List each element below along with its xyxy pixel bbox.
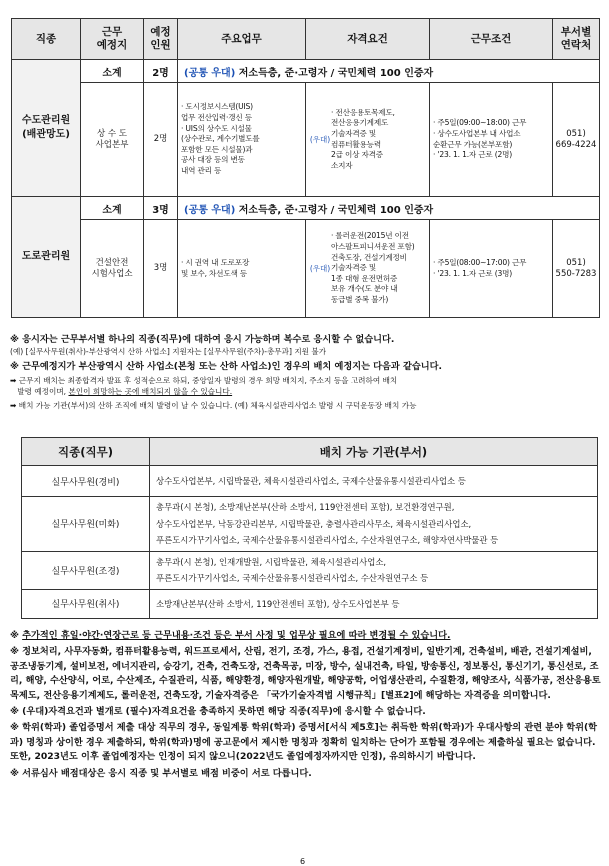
qualifications: [306, 83, 430, 197]
page-number: 6: [300, 857, 306, 866]
footer-note: ※ (우대)자격요건과 별개로 (필수)자격요건을 충족하지 못하면 해당 직종(직무)에 응시할 수 없습니다.: [10, 706, 426, 718]
note-line: ※ 응시자는 근무부서별 하나의 직종(직무)에 대하여 응시 가능하며 복수로 응시할 수 없습니다.: [10, 334, 395, 345]
qual-text: · 롤러운전(2015년 이전 아스팔트피니셔운전 포함) 건축도장, 건설기계정비 기술자격증 및 1종 대형 운전면허증 보유 개수(도 분야 내 동급별 중복 불가): [331, 231, 415, 304]
footer-mark: ※: [10, 630, 23, 641]
summary-label: 소계: [81, 60, 144, 83]
qualifications: [306, 220, 430, 318]
header-cell: 자격요건: [306, 19, 430, 60]
footer-notes: [10, 629, 602, 783]
header-cell: 직종: [12, 19, 81, 60]
note-sub-underlined: 본인이 희망하는 곳에 배치되지 않을 수 있습니다.: [68, 387, 233, 396]
job-table-header: [12, 19, 600, 60]
common-pref: (공통 우대): [184, 204, 236, 216]
note-sub: [10, 386, 602, 397]
note-sub-text: 발령 예정이며,: [10, 387, 69, 396]
note-example: (예) [실무사무원(취사)-부산광역시 산하 사업소] 지원자는 [실무사무원(주차)-총무과] 지원 불가: [10, 347, 327, 356]
placement-header: [22, 438, 598, 466]
work-conditions: · 주5일(09:00~18:00) 근무 · 상수도사업본부 내 사업소 순환근무 가능(본부포함) · '23. 1. 1.자 근로 (2명): [430, 83, 553, 197]
headcount: 3명: [144, 220, 178, 318]
work-conditions: · 주5일(08:00~17:00) 근무 · '23. 1. 1.자 근로 (3명): [430, 220, 553, 318]
placement-job: 실무사무원(조경): [22, 551, 150, 589]
note-sub: ➡ 배치 가능 기관(부서)의 산하 조직에 배치 발령이 날 수 있습니다. (예) 체육시설관리사업소 발령 시 구덕운동장 배치 가능: [10, 401, 417, 410]
common-pref: (공통 우대): [184, 67, 236, 79]
footer-note: ※ 서류심사 배점대상은 응시 직종 및 부서별로 배점 비중이 서로 다릅니다.: [10, 767, 312, 779]
placement-table: [21, 437, 598, 619]
job-row: [12, 220, 600, 318]
qual-text: · 전산응용토목제도, 전산응용기계제도 기술자격증 및 컴퓨터활용능력 2급 이상 자격증 소지자: [331, 107, 395, 170]
header-cell: 배치 가능 기관(부서): [150, 438, 598, 466]
header-cell: 주요업무: [178, 19, 306, 60]
summary-count: 3명: [144, 197, 178, 220]
placement-job: 실무사무원(경비): [22, 466, 150, 497]
header-cell: 예정 인원: [144, 19, 178, 60]
placement-orgs: 총무과(시 본청), 인재개발원, 시립박물관, 체육시설관리사업소, 푸른도시가꾸기사업소, 국제수산물유통시설관리사업소, 수산자원연구소 등: [150, 551, 598, 589]
placement-row: [22, 589, 598, 618]
summary-note: [178, 60, 600, 83]
work-site: 건설안전 시험사업소: [81, 220, 144, 318]
notes-block: [10, 333, 602, 411]
work-site: 상 수 도 사업본부: [81, 83, 144, 197]
footer-note: [10, 629, 602, 643]
placement-orgs: 상수도사업본부, 시립박물관, 체육시설관리사업소, 국제수산물유통시설관리사업소 등: [150, 466, 598, 497]
duties: · 도시정보시스템(UIS) 업무 전산입력·갱신 등 · UIS의 상수도 시설물 (상수관로, 계수기별도를 포함한 모든 시설물)과 공사 대장 등의 변동 내역 관리 등: [178, 83, 306, 197]
footer-note: ※ 정보처리, 사무자동화, 컴퓨터활용능력, 워드프로세서, 산림, 전기, 조경, 가스, 용접, 건설기계정비, 일반기계, 건축설비, 배관, 건설기계설비, 공조냉동기계, 설비보전, 에너지관리, 승강기, 건축, 건축도장, 건축목공, 미장, 방수, 실내건축, 타일, 방송통신, 정보통신, 통신기기, 통신선로, 조리, 해양, 수산양식, 어로, 수산제조, 수질관리, 식품, 해양환경, 해양자원개발, 해양공학, 어업생산관리, 수질환경, 해양조사, 식품가공, 전산응용토목제도, 전산응용기계제도, 롤러운전, 건축도장, 기술자격증은 「국가기술자격법 시행규칙」[별표2]에 해당하는 자격증을 의미합니다.: [10, 646, 601, 701]
duties: · 시 권역 내 도로포장 및 보수, 차선도색 등: [178, 220, 306, 318]
job-name: 도로관리원: [12, 197, 81, 318]
summary-row: [12, 60, 600, 83]
headcount: 2명: [144, 83, 178, 197]
summary-note: [178, 197, 600, 220]
contact: 051) 550-7283: [553, 220, 600, 318]
footer-note-underlined: 추가적인 휴일·야간·연장근로 등 근무내용·조건 등은 부서 사정 및 업무상 필요에 따라 변경될 수 있습니다.: [22, 630, 451, 641]
pref-label: (우대): [309, 264, 331, 273]
job-row: [12, 83, 600, 197]
note-sub: ➡ 근무지 배치는 최종합격자 발표 후 성적순으로 하되, 중앙일자 발령의 경우 희망 배치지, 주소지 등을 고려하여 배치: [10, 376, 398, 385]
placement-row: [22, 466, 598, 497]
header-cell: 직종(직무): [22, 438, 150, 466]
summary-label: 소계: [81, 197, 144, 220]
pref-label: (우대): [309, 135, 331, 144]
summary-note-text: 저소득층, 준·고령자 / 국민체력 100 인증자: [235, 67, 434, 79]
contact: 051) 669-4224: [553, 83, 600, 197]
placement-orgs: 총무과(시 본청), 소방재난본부(산하 소방서, 119안전센터 포함), 보건환경연구원, 상수도사업본부, 낙동강관리본부, 시립박물관, 충렬사관리사무소, 체육시설관리사업소, 푸른도시가꾸기사업소, 국제수산물유통시설관리사업소, 수산자원연구소, 해양자연사박물관 등: [150, 497, 598, 552]
header-cell: 부서별 연락처: [553, 19, 600, 60]
placement-row: [22, 497, 598, 552]
placement-orgs: 소방재난본부(산하 소방서, 119안전센터 포함), 상수도사업본부 등: [150, 589, 598, 618]
footer-note: ※ 학위(학과) 졸업증명서 제출 대상 직무의 경우, 동일계통 학위(학과) 증명서[서식 제5호]는 취득한 학위(학과)가 우대사항의 관련 분야 학위(학과) 명칭과 상이한 경우 제출하되, 학위(학과)명에 공고문에서 제시한 명칭과 정확히 일치하는 단어가 포함될 경우에는 제출하실 필요는 없습니다. 또한, 2023년도 이후 졸업예정자는 인정이 되지 않으니(2022년도 졸업예정자까지만 인정), 유의하시기 바랍니다.: [10, 722, 598, 763]
note-line: ※ 근무예정지가 부산광역시 산하 사업소(본청 또는 산하 사업소)인 경우의 배치 예정지는 다음과 같습니다.: [10, 361, 442, 372]
summary-row: [12, 197, 600, 220]
job-table: [11, 18, 600, 318]
placement-job: 실무사무원(미화): [22, 497, 150, 552]
summary-count: 2명: [144, 60, 178, 83]
job-name: 수도관리원 (배관망도): [12, 60, 81, 197]
header-cell: 근무 예정지: [81, 19, 144, 60]
placement-job: 실무사무원(취사): [22, 589, 150, 618]
header-cell: 근무조건: [430, 19, 553, 60]
placement-row: [22, 551, 598, 589]
summary-note-text: 저소득층, 준·고령자 / 국민체력 100 인증자: [235, 204, 434, 216]
